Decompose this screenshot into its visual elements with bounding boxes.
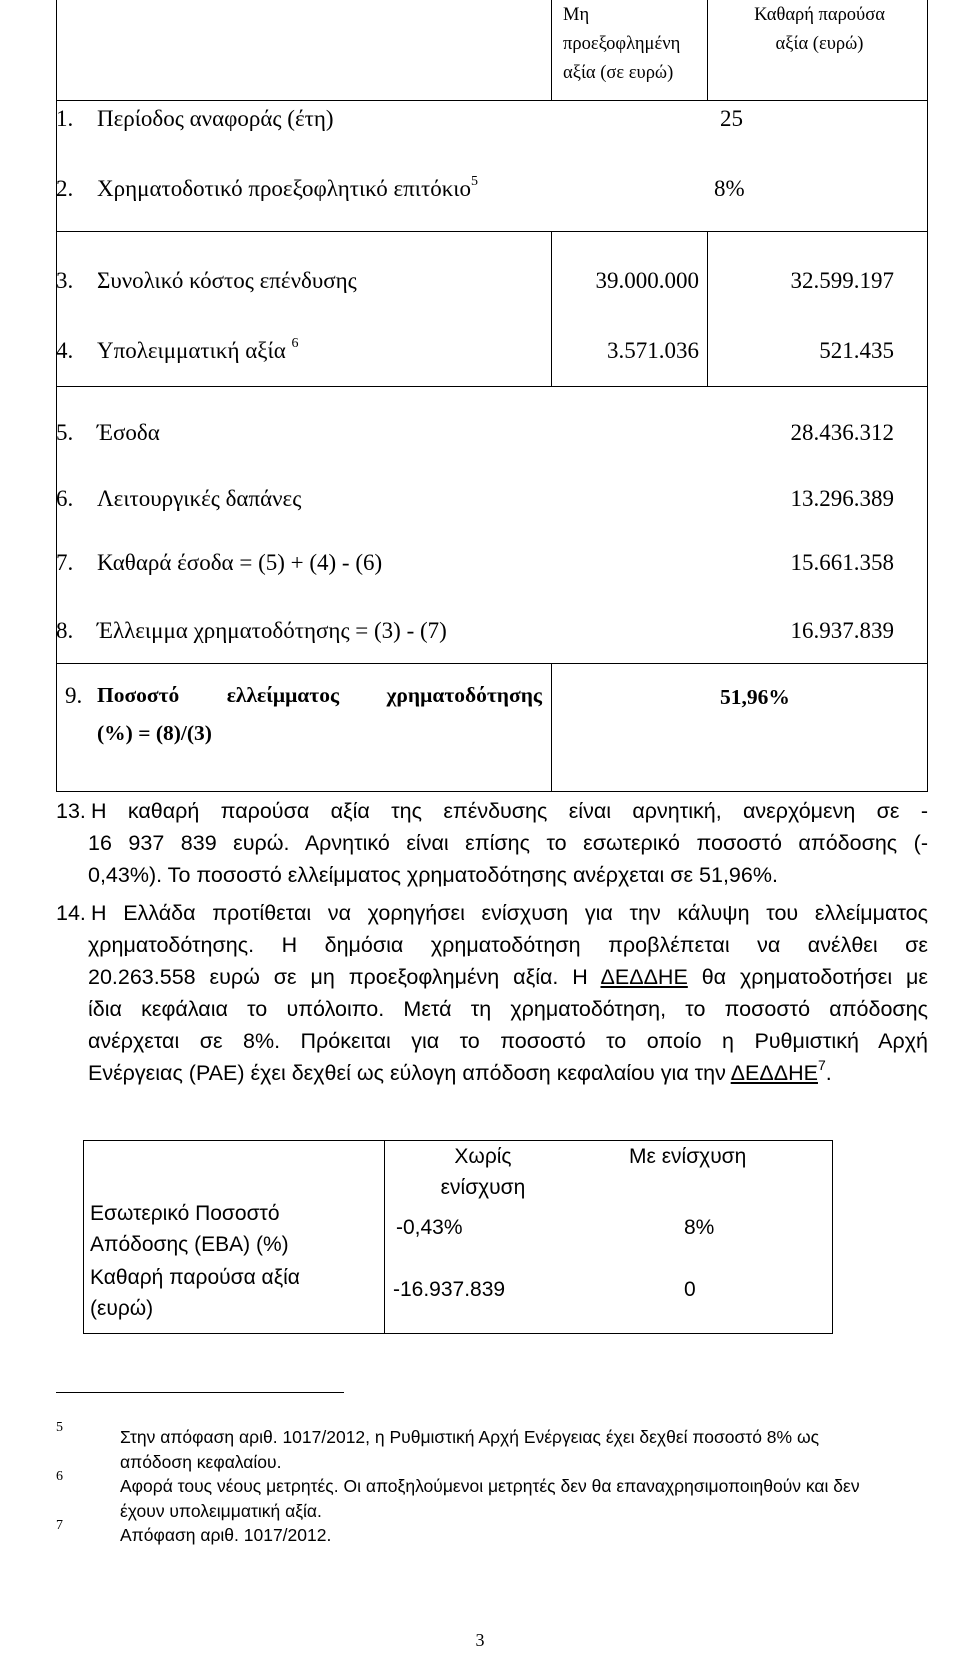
header-undiscounted: Μη προεξοφλημένη αξία (σε ευρώ): [563, 5, 681, 83]
row9-value: 51,96%: [720, 685, 790, 709]
row1-value: 25: [720, 106, 743, 131]
row4-undiscounted: 3.571.036: [607, 338, 699, 363]
footnote-number: 7: [56, 1518, 63, 1533]
irr-npv-table: [83, 1140, 833, 1334]
row2-value: 8%: [714, 176, 745, 201]
irr-with: 8%: [684, 1216, 715, 1239]
funding-gap-table: Μη προεξοφλημένη αξία (σε ευρώ) Καθαρή παρούσα αξία (ευρώ) 1. Περίοδος αναφοράς (έτη) 25 2. Χρηματοδοτικό προεξοφλητικό επιτόκιο$^5$ 8% 3. Συνολικό κόστος επένδυσης 39.000.000 32.599.197 4. Υπολειμματική αξία $^6$ 3.571.036 521.435 5. Έσοδα 28.436.312 6. Λειτουργικές δαπάνες 13.296.389 7. Καθαρά έσοδα = (5) + (4) - (6) 15.661.358 8. Έλλειμμα χρηματοδότησης = (3) - (7) 16.937.839 9. Ποσοστό ελλείμματος χρηματοδότησης (%) = (8)/(3) 51,96%: [56, 0, 928, 792]
npv-without: -16.937.839: [393, 1278, 506, 1301]
entity-link: ΔΕΔΔΗΕ: [730, 1061, 818, 1085]
row3-undiscounted: 39.000.000: [595, 268, 699, 293]
page-number: 3: [475, 1630, 485, 1650]
row5-npv: 28.436.312: [790, 420, 894, 445]
footnote-number: 5: [56, 1420, 63, 1435]
row-npv-label: Καθαρή παρούσα αξία (ευρώ): [90, 1266, 300, 1320]
table-row: 1. Περίοδος αναφοράς (έτη): [56, 106, 334, 131]
row8-npv: 16.937.839: [790, 618, 894, 643]
footnote-6: Αφορά τους νέους μετρητές. Οι αποξηλούμενοι μετρητές δεν θα επαναχρησιμοποιηθούν και δεν έχουν υπολειμματική αξία.: [120, 1476, 860, 1521]
row4-npv: 521.435: [819, 338, 894, 363]
table-row: 8. Έλλειμμα χρηματοδότησης = (3) - (7): [56, 618, 447, 643]
footnote-5: Στην απόφαση αριθ. 1017/2012, η Ρυθμιστική Αρχή Ενέργειας έχει δεχθεί ποσοστό 8% ως απόδοση κεφαλαίου.: [120, 1427, 820, 1472]
footnote-number: 6: [56, 1469, 63, 1484]
entity-link: ΔΕΔΔΗΕ: [600, 965, 688, 989]
row-irr-label: Εσωτερικό Ποσοστό Απόδοσης (ΕΒΑ) (%): [90, 1202, 289, 1256]
table-row: 6. Λειτουργικές δαπάνες: [56, 486, 302, 511]
row7-npv: 15.661.358: [790, 550, 894, 575]
footnote-separator: [56, 1392, 344, 1393]
paragraph-14: 14. Η Ελλάδα προτίθεται να χορηγήσει ενίσχυση για την κάλυψη του ελλείμματος χρηματοδότησης. Η δημόσια χρηματοδότηση προβλέπεται να ανέλθει σε 20.263.558 ευρώ σε μη προεξοφλημένη αξία. Η ΔΕΔΔΗΕ θα χρηματοδοτήσει με ίδια κεφάλαια το υπόλοιπο. Μετά τη χρηματοδότηση, το ποσοστό απόδοσης ανέρχεται σε 8%. Πρόκειται για το ποσοστό το οποίο η Ρυθμιστική Αρχή Ενέργειας (ΡΑΕ) έχει δεχθεί ως εύλογη απόδοση κεφαλαίου για την ΔΕΔΔΗΕ$^7$.: [56, 901, 928, 1085]
paragraph-13: 13. Η καθαρή παρούσα αξία της επένδυσης είναι αρνητική, ανερχόμενη σε - 16 937 839 ευρώ. Αρνητικό είναι επίσης το εσωτερικό ποσοστό απόδοσης (- 0,43%). Το ποσοστό ελλείμματος χρηματοδότησης ανέρχεται σε 51,96%.: [56, 799, 928, 887]
row6-npv: 13.296.389: [790, 486, 894, 511]
npv-with: 0: [684, 1278, 696, 1301]
header-npv: Καθαρή παρούσα αξία (ευρώ): [754, 5, 885, 54]
header-without-aid: Χωρίς ενίσχυση: [440, 1145, 526, 1199]
row3-npv: 32.599.197: [790, 268, 894, 293]
footnote-7: Απόφαση αριθ. 1017/2012.: [120, 1525, 332, 1545]
irr-without: -0,43%: [396, 1216, 463, 1239]
table-row: 5. Έσοδα: [56, 420, 160, 445]
header-with-aid: Με ενίσχυση: [629, 1145, 747, 1168]
table-row: 2. Χρηματοδοτικό προεξοφλητικό επιτόκιο$^5$: [56, 174, 478, 201]
table-row: 7. Καθαρά έσοδα = (5) + (4) - (6): [56, 550, 383, 575]
table-row: 3. Συνολικό κόστος επένδυσης: [56, 268, 357, 293]
table-row: 4. Υπολειμματική αξία $^6$: [56, 336, 299, 363]
